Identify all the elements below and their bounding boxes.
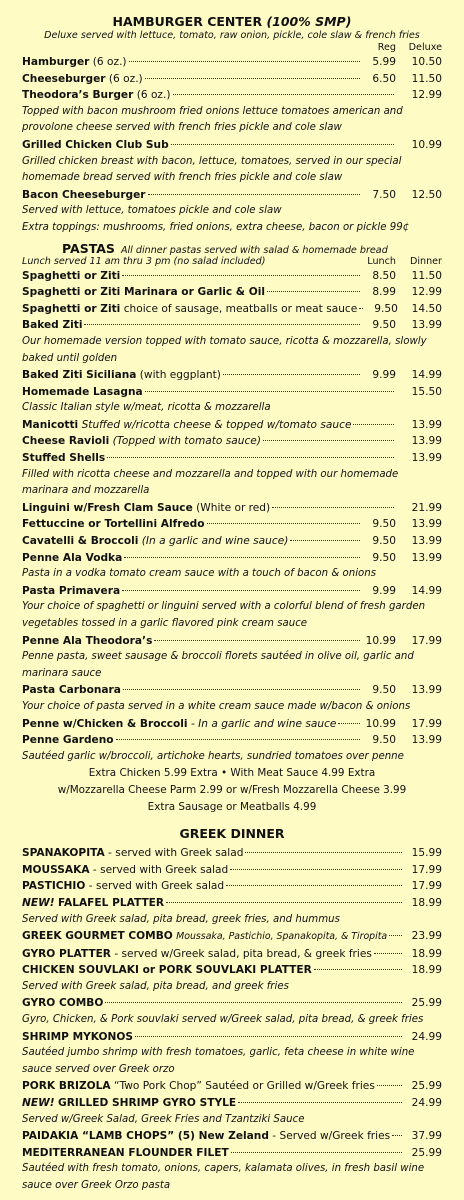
menu-item-row (22, 187, 442, 204)
item-price-first: 9.50 (372, 319, 396, 332)
item-price: 12.50 (411, 188, 442, 201)
dot-leader (392, 1135, 402, 1136)
item-name: PASTICHIO (22, 880, 86, 893)
dot-leader (226, 885, 402, 886)
item-price: 18.99 (411, 964, 442, 977)
item-price-first: 10.99 (365, 717, 396, 730)
dot-leader (267, 291, 360, 292)
pastas-extra-line: w/Mozzarella Cheese Parm 2.99 or w/Fresh Mozzarella Cheese 3.99 (57, 783, 407, 796)
menu-item-row (22, 301, 442, 318)
item-name: Pasta Carbonara (22, 684, 121, 697)
menu-item-row (22, 845, 442, 862)
item-price: 18.99 (411, 896, 442, 909)
dot-leader (338, 723, 360, 724)
menu-item-row (22, 71, 442, 88)
item-price: 13.99 (411, 684, 442, 697)
item-name: Spaghetti or Ziti (22, 269, 121, 282)
item-name: Penne Ala Theodora’s (22, 634, 153, 647)
menu-item-row (22, 384, 442, 401)
item-price: 15.50 (411, 385, 442, 398)
item-price: 11.50 (411, 269, 442, 282)
item-price-first: 9.50 (372, 551, 396, 564)
dot-leader (231, 1152, 402, 1153)
menu-item-row (22, 995, 442, 1012)
item-name: GRILLED SHRIMP GYRO STYLE (58, 1097, 237, 1110)
item-price: 12.99 (411, 89, 442, 102)
item-price: 25.99 (411, 1080, 442, 1093)
dot-leader (223, 374, 360, 375)
dot-leader (314, 969, 402, 970)
item-note: - served with Greek salad (92, 863, 229, 876)
item-name: GYRO PLATTER (22, 947, 111, 960)
dot-leader (389, 935, 402, 936)
item-price: 23.99 (411, 930, 442, 943)
menu-item-row (22, 928, 442, 946)
dot-leader (230, 869, 402, 870)
item-price: 24.99 (411, 1097, 442, 1110)
dot-leader (263, 440, 394, 441)
item-price: 12.99 (411, 286, 442, 299)
item-price: 10.99 (411, 138, 442, 151)
menu-item-row (22, 54, 442, 71)
item-note: “Two Pork Chop” Sautéed or Grilled w/Greek fries (114, 1080, 375, 1093)
item-description: Sautéed jumbo shrimp with fresh tomatoes, garlic, feta cheese in white wine sauce served over Greek orzo (22, 1047, 415, 1075)
menu-item-row (22, 1095, 442, 1112)
dot-leader (84, 324, 360, 325)
item-price-first: 9.50 (372, 734, 396, 747)
pastas-extras (22, 765, 442, 815)
item-description: Served with lettuce, tomatoes pickle and cole slaw (22, 205, 282, 217)
menu-item-row (22, 500, 442, 517)
item-price: 13.99 (411, 551, 442, 564)
item-name: SPANAKOPITA (22, 847, 105, 860)
menu-item-row (22, 450, 442, 467)
item-price: 15.99 (411, 847, 442, 860)
item-name: PORK BRIZOLA (22, 1080, 111, 1093)
item-description: Filled with ricotta cheese and mozzarella and topped with our homemade marinara and mozzarella (22, 468, 399, 497)
dot-leader (374, 953, 402, 954)
menu-item-row (22, 946, 442, 963)
hamburger-extras: Extra toppings: mushrooms, fried onions, extra cheese, bacon or pickle 99¢ (22, 221, 410, 233)
menu-item-row (22, 962, 442, 979)
item-description: Served with Greek salad, pita bread, and greek fries (22, 980, 289, 992)
item-price-first: 9.50 (372, 518, 396, 531)
menu-item-row (22, 417, 442, 434)
menu-item-row (22, 87, 442, 104)
item-name: Bacon Cheeseburger (22, 188, 146, 201)
item-price: 14.99 (411, 584, 442, 597)
item-price: 11.50 (411, 72, 442, 85)
menu-item-row (22, 284, 442, 301)
item-name: MEDITERRANEAN FLOUNDER FILET (22, 1146, 229, 1159)
dot-leader (238, 1102, 402, 1103)
menu-item-row (22, 716, 442, 733)
item-name: Spaghetti or Ziti Marinara or Garlic & Oil (22, 286, 265, 299)
item-description: Grilled chicken breast with bacon, lettuce, tomatoes, served in our special homemade bread served with french fries pickle and cole slaw (22, 155, 402, 184)
item-price: 17.99 (411, 634, 442, 647)
item-price: 13.99 (411, 435, 442, 448)
dot-leader (377, 1085, 402, 1086)
dot-leader (166, 902, 402, 903)
lunch-note: Lunch served 11 am thru 3 pm (no salad included) (22, 255, 266, 267)
item-price: 25.99 (411, 1146, 442, 1159)
item-note: - Served w/Greek fries (272, 1130, 391, 1143)
item-name: Spaghetti or Ziti (22, 302, 121, 315)
item-note: Stuffed w/ricotta cheese & topped w/tomato sauce (81, 418, 352, 431)
col-lunch: Lunch (367, 255, 396, 267)
item-name: Theodora’s Burger (22, 89, 134, 102)
item-name: Pasta Primavera (22, 584, 121, 597)
menu-item-row (22, 878, 442, 895)
item-price-first: 9.99 (372, 584, 396, 597)
item-description: Sautéed with fresh tomato, onions, capers, kalamata olives, in fresh basil wine sauce over Greek Orzo pasta (22, 1163, 425, 1191)
dot-leader (272, 507, 394, 508)
item-name: Manicotti (22, 418, 79, 431)
item-note: (Topped with tomato sauce) (112, 435, 261, 448)
dot-leader (353, 424, 394, 425)
item-description: Served with Greek salad, pita bread, greek fries, and hummus (22, 913, 340, 925)
item-price: 17.99 (411, 717, 442, 730)
item-note: (6 oz.) (136, 89, 171, 102)
dot-leader (171, 144, 394, 145)
menu-item-row (22, 1078, 442, 1095)
menu-item-row (22, 895, 442, 912)
dot-leader (145, 391, 394, 392)
item-price: 24.99 (411, 1030, 442, 1043)
item-description: Your choice of spaghetti or linguini served with a colorful blend of fresh garden vegetables tossed in a garlic flavored pink cream sauce (22, 601, 426, 629)
hamburger-title: HAMBURGER CENTER (112, 14, 263, 29)
item-name: MOUSSAKA (22, 863, 90, 876)
item-price: 37.99 (411, 1130, 442, 1143)
dot-leader (129, 61, 360, 62)
item-price: 18.99 (411, 947, 442, 960)
dot-leader (173, 94, 395, 95)
item-price-first: 10.99 (365, 634, 396, 647)
item-price: 13.99 (411, 418, 442, 431)
dot-leader (122, 275, 360, 276)
item-name: GREEK GOURMET COMBO (22, 930, 173, 943)
item-name: Linguini w/Fresh Clam Sauce (22, 501, 193, 514)
item-price: 17.99 (411, 863, 442, 876)
item-price: 13.99 (411, 452, 442, 465)
item-price-first: 6.50 (372, 72, 396, 85)
item-price-first: 7.50 (372, 188, 396, 201)
item-description: Sautéed garlic w/broccoli, artichoke hearts, sundried tomatoes over penne (22, 750, 404, 762)
menu-item-row (22, 1128, 442, 1145)
dot-leader (122, 590, 360, 591)
greek-title: GREEK DINNER (179, 826, 285, 842)
new-badge: NEW! (22, 1097, 55, 1110)
item-name: FALAFEL PLATTER (58, 896, 165, 909)
item-price: 13.99 (411, 518, 442, 531)
item-note: (White or red) (196, 501, 271, 514)
item-price-first: 9.50 (374, 302, 398, 315)
item-price-first: 9.50 (372, 684, 396, 697)
dot-leader (105, 1002, 402, 1003)
hamburger-items (22, 54, 442, 220)
col-reg: Reg (377, 42, 396, 53)
item-price-first: 9.50 (372, 535, 396, 548)
item-name: Homemade Lasagna (22, 385, 143, 398)
greek-items (22, 845, 442, 1194)
item-name: Stuffed Shells (22, 452, 106, 465)
item-price-first: 5.99 (372, 56, 396, 68)
item-name: Hamburger (22, 56, 90, 68)
item-note: - served with Greek salad (88, 880, 225, 893)
item-description: Classic Italian style w/meat, ricotta & mozzarella (22, 402, 271, 414)
menu-item-row (22, 1029, 442, 1046)
item-note: - served w/Greek salad, pita bread, & greek fries (114, 947, 372, 960)
pastas-title: PASTAS (62, 240, 115, 256)
item-price-first: 8.50 (372, 269, 396, 282)
item-price-first: 9.99 (372, 369, 396, 382)
item-note: (with eggplant) (139, 369, 221, 382)
col-dinner: Dinner (409, 255, 442, 267)
item-note: - In a garlic and wine sauce (190, 717, 337, 730)
item-name: Penne w/Chicken & Broccoli (22, 717, 188, 730)
pastas-header (22, 241, 442, 256)
item-note: choice of sausage, meatballs or meat sauce (123, 302, 358, 315)
menu-item-row (22, 550, 442, 567)
item-name: Cavatelli & Broccoli (22, 535, 139, 548)
dot-leader (116, 739, 360, 740)
hamburger-column-headers (22, 42, 442, 54)
item-name: Baked Ziti (22, 319, 83, 332)
menu-item-row (22, 137, 442, 154)
item-price: 17.99 (411, 880, 442, 893)
item-note: Moussaka, Pastichio, Spanakopita, & Tiropita (176, 931, 388, 943)
dot-leader (290, 540, 360, 541)
dot-leader (359, 308, 363, 309)
dot-leader (245, 852, 402, 853)
item-description: Served w/Greek Salad, Greek Fries and Tzantziki Sauce (22, 1113, 305, 1125)
menu-item-row (22, 732, 442, 749)
item-price: 14.50 (411, 302, 442, 315)
item-name: Fettuccine or Tortellini Alfredo (22, 518, 205, 531)
item-name: CHICKEN SOUVLAKI or PORK SOUVLAKI PLATTER (22, 964, 312, 977)
menu-item-row (22, 268, 442, 285)
item-description: Gyro, Chicken, & Pork souvlaki served w/Greek salad, pita bread, & greek fries (22, 1014, 424, 1026)
item-price: 14.99 (411, 369, 442, 382)
col-deluxe: Deluxe (408, 42, 442, 53)
menu-item-row (22, 682, 442, 699)
menu-item-row (22, 862, 442, 879)
item-price: 13.99 (411, 319, 442, 332)
item-name: Baked Ziti Siciliana (22, 369, 137, 382)
item-price: 10.50 (411, 56, 442, 68)
menu-item-row (22, 367, 442, 384)
item-description: Topped with bacon mushroom fried onions lettuce tomatoes american and provolone cheese served with french fries pickle and cole slaw (22, 105, 403, 134)
dot-leader (148, 194, 360, 195)
item-name: Cheese Ravioli (22, 435, 110, 448)
item-name: PAIDAKIA “LAMB CHOPS” (5) New Zeland (22, 1130, 269, 1143)
pastas-extra-line: Extra Chicken 5.99 Extra • With Meat Sauce 4.99 Extra (88, 767, 376, 780)
item-price: 21.99 (411, 501, 442, 514)
menu-item-row (22, 583, 442, 600)
item-name: Penne Gardeno (22, 734, 114, 747)
item-name: Cheeseburger (22, 72, 106, 85)
pastas-extra-line: Extra Sausage or Meatballs 4.99 (147, 800, 317, 813)
dot-leader (124, 557, 360, 558)
menu-item-row (22, 1145, 442, 1162)
dot-leader (154, 640, 360, 641)
hamburger-subtitle: Deluxe served with lettuce, tomato, raw onion, pickle, cole slaw & french fries (44, 30, 420, 41)
dot-leader (123, 689, 360, 690)
menu-item-row (22, 516, 442, 533)
item-price: 13.99 (411, 535, 442, 548)
menu-item-row (22, 633, 442, 650)
item-description: Pasta in a vodka tomato cream sauce with a touch of bacon & onions (22, 568, 377, 580)
item-price: 13.99 (411, 734, 442, 747)
item-name: Penne Ala Vodka (22, 551, 123, 564)
item-note: (6 oz.) (108, 72, 143, 85)
dot-leader (135, 1036, 402, 1037)
menu-item-row (22, 433, 442, 450)
pastas-desc: All dinner pastas served with salad & homemade bread (120, 244, 388, 256)
menu-item-row (22, 533, 442, 550)
dot-leader (145, 78, 360, 79)
menu-item-row (22, 317, 442, 334)
item-name: GYRO COMBO (22, 997, 104, 1010)
item-description: Penne pasta, sweet sausage & broccoli florets sautéed in olive oil, garlic and marinara sauce (22, 651, 414, 679)
item-name: SHRIMP MYKONOS (22, 1030, 134, 1043)
dot-leader (207, 523, 361, 524)
dot-leader (107, 457, 394, 458)
item-price-first: 8.99 (372, 286, 396, 299)
new-badge: NEW! (22, 896, 55, 909)
hamburger-section-title (22, 14, 442, 30)
item-description: Our homemade version topped with tomato sauce, ricotta & mozzarella, slowly baked until golden (22, 335, 427, 364)
item-note: (In a garlic and wine sauce) (141, 535, 289, 548)
item-price: 25.99 (411, 997, 442, 1010)
hamburger-title-pct: (100% SMP) (266, 14, 352, 29)
item-name: Grilled Chicken Club Sub (22, 138, 169, 151)
item-description: Your choice of pasta served in a white cream sauce made w/bacon & onions (22, 700, 411, 712)
item-note: (6 oz.) (92, 56, 127, 68)
item-note: - served with Greek salad (108, 847, 244, 860)
pastas-column-headers (22, 256, 442, 268)
pastas-items (22, 268, 442, 766)
